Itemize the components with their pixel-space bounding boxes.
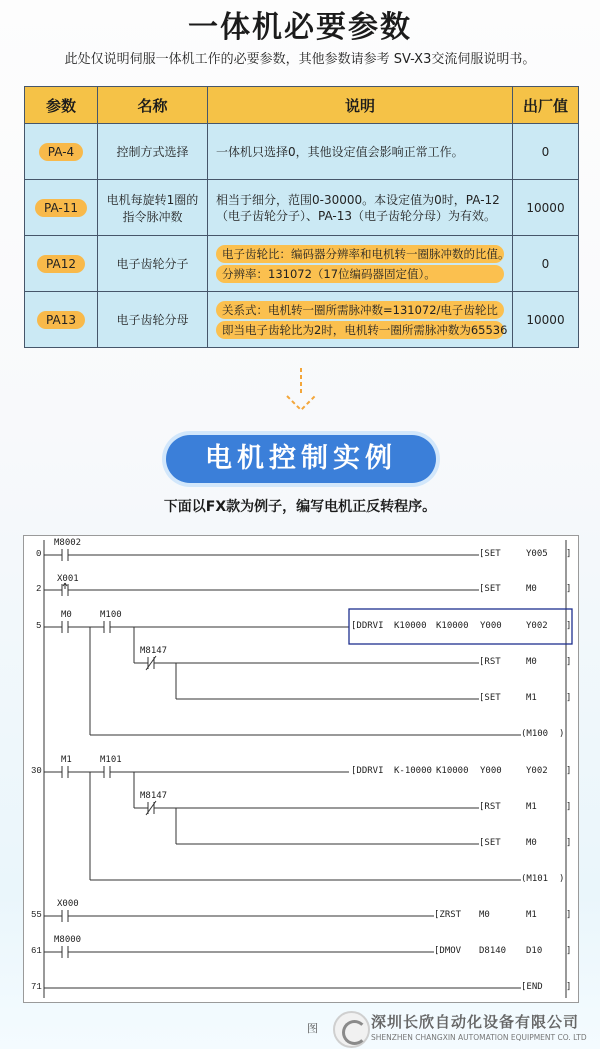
highlight-line: 电子齿轮比：编码器分辨率和电机转一圈脉冲数的比值。 (216, 245, 504, 263)
header-default: 出厂值 (513, 87, 579, 124)
instruction-arg: Y002 (526, 766, 548, 776)
instruction-op: [SET (479, 693, 501, 703)
highlight-line: 即当电子齿轮比为2时，电机转一圈所需脉冲数为65536 (216, 321, 504, 339)
instruction-arg: K10000 (394, 621, 427, 631)
parameter-table (24, 86, 579, 348)
table-row (25, 292, 579, 348)
step-number: 30 (31, 766, 42, 776)
contact-label: X001 (57, 574, 79, 584)
company-name-en: SHENZHEN CHANGXIN AUTOMATION EQUIPMENT CO. LTD (371, 1033, 587, 1042)
instruction-arg: M1 (526, 910, 537, 920)
contact-label: X000 (57, 899, 79, 909)
instruction-op: [RST (479, 802, 501, 812)
param-badge: PA12 (37, 255, 85, 273)
param-desc: 相当于细分，范围0-30000。本设定值为0时，PA-12（电子齿轮分子）、PA-13（电子齿轮分母）为有效。 (208, 180, 513, 236)
instruction-op: [SET (479, 549, 501, 559)
intro-text: 此处仅说明伺服一体机工作的必要参数，其他参数请参考 SV-X3交流伺服说明书。 (64, 52, 536, 67)
step-number: 71 (31, 982, 42, 992)
contact-label: M8002 (54, 538, 82, 548)
table-header-row (25, 87, 579, 124)
param-default: 10000 (513, 292, 579, 348)
param-name: 电子齿轮分母 (98, 292, 208, 348)
section-banner: 电机控制实例 (166, 435, 436, 483)
param-name: 控制方式选择 (98, 124, 208, 180)
coil-output: (M101 ) (521, 874, 565, 884)
instruction-arg: M0 (526, 838, 537, 848)
instruction-op: [DDRVI (351, 766, 384, 776)
step-number: 2 (36, 584, 42, 594)
instruction-arg: M0 (479, 910, 490, 920)
step-number: 5 (36, 621, 42, 631)
ladder-diagram: 0 2 5 30 55 61 71 M8002 X001 M0 M100 M8147 M1 M101 M8147 X000 M8000 [SET Y005 ] [SET M0 ] [DDRVI K10000 K10000 Y000 Y002 ] [RST M0 ] [SET M1 ] (M100 ) [DDRVI K-10000 K10000 Y000 Y002 ] [RST M1 ] [SET M0 ] (M101 ) [ZRST M0 M1 ] [DMOV D8140 D10 ] [END ] (23, 535, 579, 1003)
instruction-op: [DDRVI (351, 621, 384, 631)
instruction-op: [SET (479, 838, 501, 848)
instruction-op: [ZRST (434, 910, 462, 920)
instruction-arg: Y002 (526, 621, 548, 631)
param-badge: PA-4 (39, 143, 83, 161)
header-param: 参数 (25, 87, 98, 124)
company-logo-icon (333, 1011, 370, 1048)
contact-label: M101 (100, 755, 122, 765)
param-desc: 一体机只选择0，其他设定值会影响正常工作。 (208, 124, 513, 180)
contact-label: M8147 (140, 646, 168, 656)
instruction-arg: M0 (526, 657, 537, 667)
instruction-arg: Y005 (526, 549, 548, 559)
highlight-line: 关系式：电机转一圈所需脉冲数=131072/电子齿轮比 (216, 301, 504, 319)
param-badge: PA-11 (35, 199, 87, 217)
instruction-op: [DMOV (434, 946, 462, 956)
table-row (25, 236, 579, 292)
table-row (25, 180, 579, 236)
header-name: 名称 (98, 87, 208, 124)
instruction-arg: Y000 (480, 766, 502, 776)
param-badge: PA13 (37, 311, 85, 329)
highlight-line: 分辨率：131072（17位编码器固定值）。 (216, 265, 504, 283)
param-default: 0 (513, 236, 579, 292)
instruction-op: [END (521, 982, 543, 992)
table-row (25, 124, 579, 180)
instruction-arg: M1 (526, 802, 537, 812)
instruction-arg: M0 (526, 584, 537, 594)
down-arrow-icon (284, 368, 318, 414)
instruction-arg: K10000 (436, 621, 469, 631)
param-name: 电子齿轮分子 (98, 236, 208, 292)
instruction-op: [RST (479, 657, 501, 667)
step-number: 0 (36, 549, 42, 559)
contact-label: M1 (61, 755, 72, 765)
instruction-arg: D8140 (479, 946, 507, 956)
param-default: 10000 (513, 180, 579, 236)
step-number: 55 (31, 910, 42, 920)
watermark: 图 (307, 1022, 318, 1035)
contact-label: M8147 (140, 791, 168, 801)
contact-label: M8000 (54, 935, 82, 945)
step-number: 61 (31, 946, 42, 956)
instruction-arg: Y000 (480, 621, 502, 631)
instruction-arg: M1 (526, 693, 537, 703)
page-title: 一体机必要参数 (188, 10, 412, 45)
param-default: 0 (513, 124, 579, 180)
param-name: 电机每旋转1圈的指令脉冲数 (98, 180, 208, 236)
instruction-arg: K10000 (436, 766, 469, 776)
contact-label: M0 (61, 610, 72, 620)
coil-output: (M100 ) (521, 729, 565, 739)
company-name-cn: 深圳长欣自动化设备有限公司 (371, 1013, 580, 1031)
header-desc: 说明 (208, 87, 513, 124)
company-brand (333, 1010, 600, 1049)
contact-label: M100 (100, 610, 122, 620)
section-subtitle: 下面以FX款为例子，编写电机正反转程序。 (163, 499, 437, 515)
instruction-op: [SET (479, 584, 501, 594)
instruction-arg: K-10000 (394, 766, 432, 776)
instruction-arg: D10 (526, 946, 543, 956)
